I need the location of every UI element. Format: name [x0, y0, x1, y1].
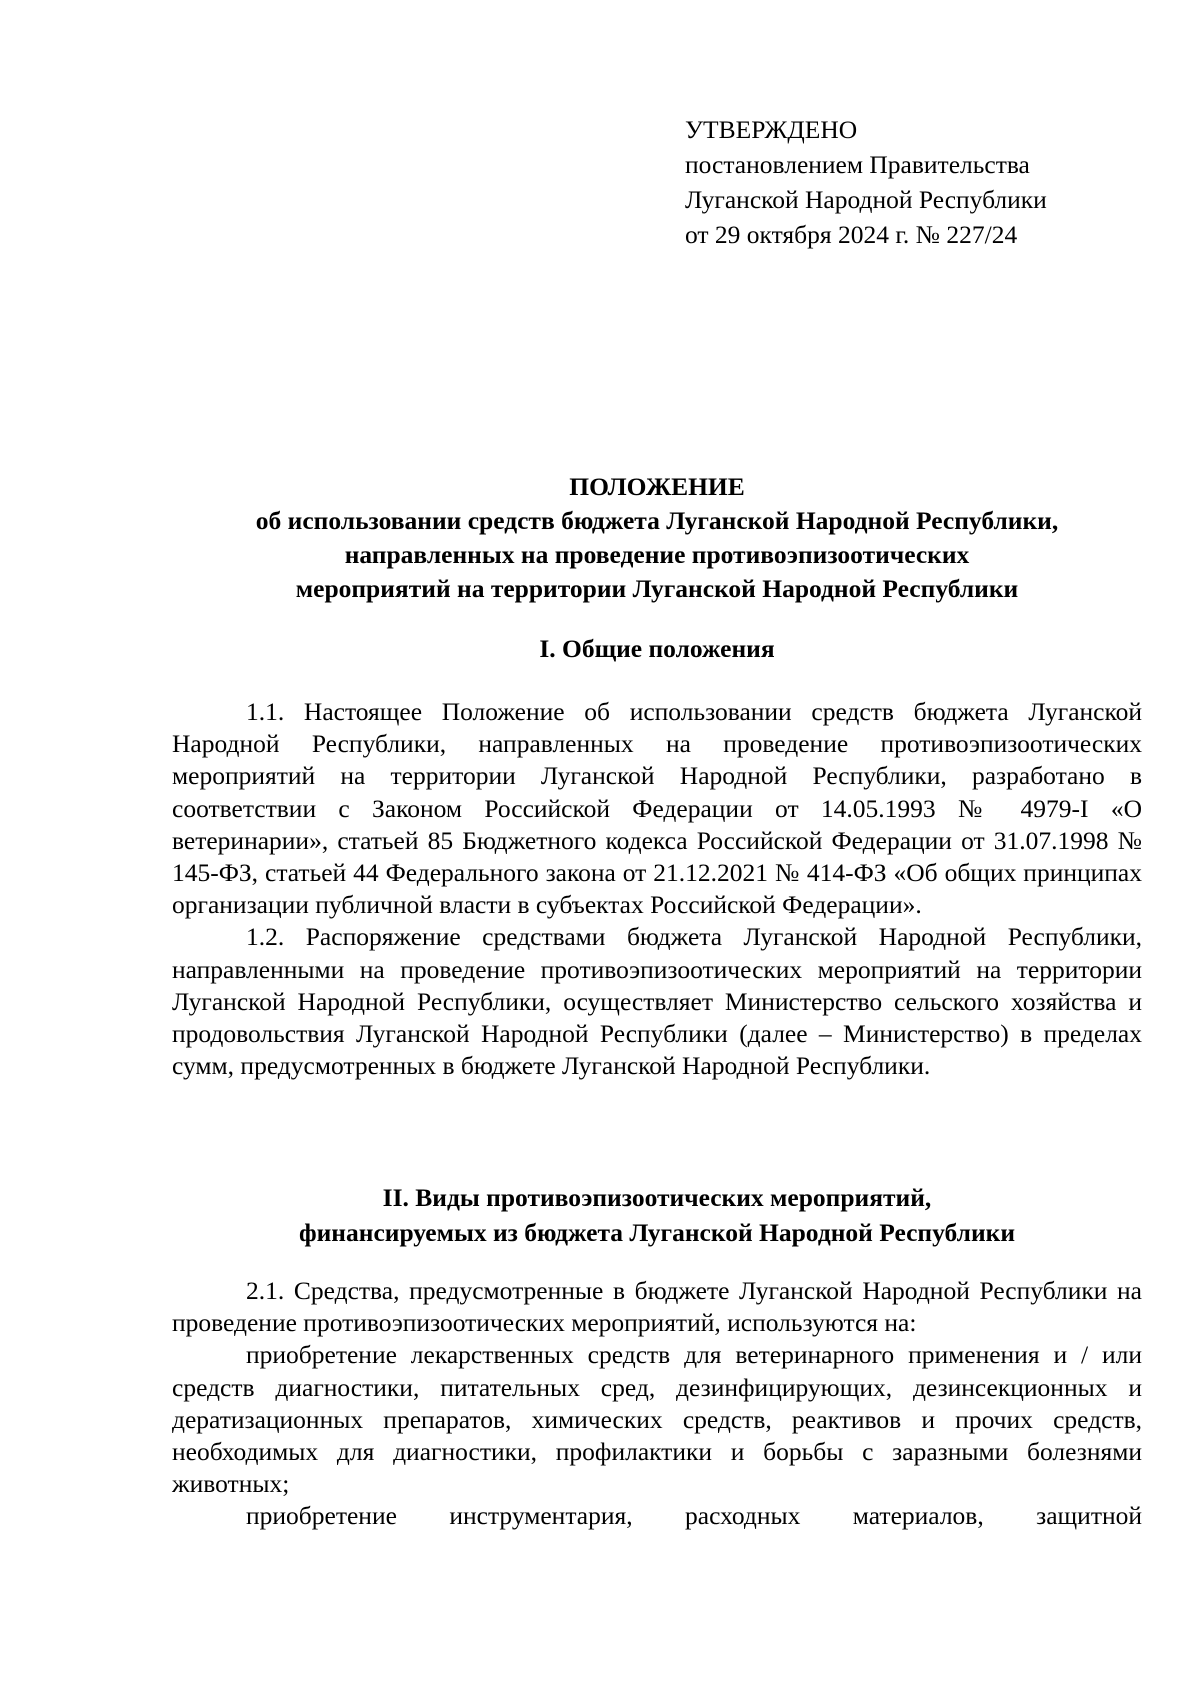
section-1-body	[172, 696, 1142, 1082]
paragraph-1-2: 1.2. Распоряжение средствами бюджета Луганской Народной Республики, направленными на проведение противоэпизоотических мероприятий на территории Луганской Народной Республики, осуществляет Министерство сельского хозяйства и продовольствия Луганской Народной Республики (далее – Министерство) в пределах сумм, предусмотренных в бюджете Луганской Народной Республики.	[172, 922, 1142, 1081]
paragraph-1-1: 1.1. Настоящее Положение об использовании средств бюджета Луганской Народной Республики, направленных на проведение противоэпизоотических мероприятий на территории Луганской Народной Республики, разработано в соответствии с Законом Российской Федерации от 14.05.1993 № 4979-I «О ветеринарии», статьей 85 Бюджетного кодекса Российской Федерации от 31.07.1998 № 145-ФЗ, статьей 44 Федерального закона от 21.12.2021 № 414-ФЗ «Об общих принципах организации публичной власти в субъектах Российской Федерации».	[172, 697, 1142, 920]
document-subtitle-line-1: об использовании средств бюджета Луганской Народной Республики,	[255, 506, 1059, 535]
document-subtitle-line-3: мероприятий на территории Луганской Народной Республики	[295, 574, 1019, 603]
section-2-heading	[172, 1180, 1142, 1250]
paragraph-2-1-item-1: приобретение лекарственных средств для ветеринарного применения и / или средств диагностики, питательных сред, дезинфицирующих, дезинсекционных и дератизационных препаратов, химических средств, реактивов и прочих средств, необходимых для диагностики, профилактики и борьбы с заразными болезнями животных;	[172, 1340, 1142, 1499]
approval-date-number: от 29 октября 2024 г. № 227/24	[685, 220, 1018, 249]
paragraph-2-1-item-2: приобретение инструментария, расходных материалов, защитной	[246, 1501, 1142, 1531]
approval-issuer-name: Луганской Народной Республики	[685, 185, 1047, 214]
paragraph-2-1: 2.1. Средства, предусмотренные в бюджете Луганской Народной Республики на проведение противоэпизоотических мероприятий, используются на:	[172, 1276, 1142, 1338]
document-heading: ПОЛОЖЕНИЕ	[569, 472, 745, 501]
document-title	[172, 470, 1142, 606]
approval-issuer: постановлением Правительства	[685, 150, 1030, 179]
approval-stamp	[685, 112, 1047, 252]
section-1-heading: I. Общие положения	[539, 634, 775, 663]
document-subtitle-line-2: направленных на проведение противоэпизоотических	[344, 540, 970, 569]
section-2-body	[172, 1275, 1142, 1533]
section-2-heading-line-2: финансируемых из бюджета Луганской Народной Республики	[298, 1218, 1016, 1247]
approval-label: УТВЕРЖДЕНО	[685, 115, 858, 144]
section-2-heading-line-1: II. Виды противоэпизоотических мероприятий,	[382, 1183, 932, 1212]
